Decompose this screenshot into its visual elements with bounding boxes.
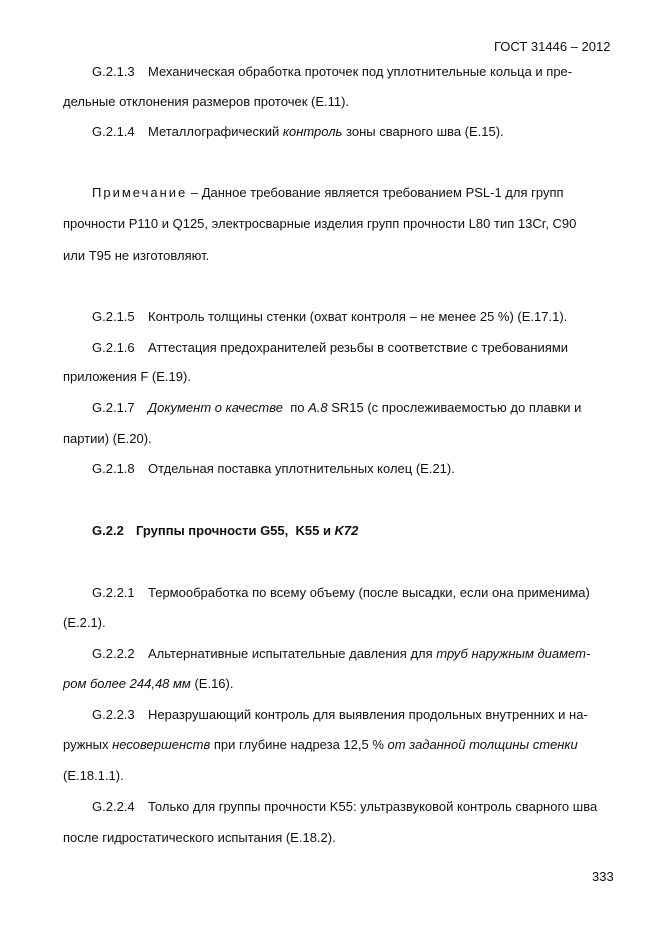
clause-g2-2-4-line2: после гидростатического испытания (Е.18.2). [63, 830, 336, 845]
section-heading-g2-2: G.2.2 Группы прочности G55, K55 и K72 [92, 523, 359, 538]
note-label: Примечание [92, 185, 188, 200]
clause-number: G.2.1.8 [92, 461, 135, 476]
page-number: 333 [592, 869, 614, 884]
clause-number: G.2.1.3 [92, 64, 135, 79]
clause-number: G.2.1.6 [92, 340, 135, 355]
clause-number: G.2.1.7 [92, 400, 135, 415]
clause-number: G.2.1.5 [92, 309, 135, 324]
clause-number: G.2.2.3 [92, 707, 135, 722]
clause-g2-1-7-line2: партии) (Е.20). [63, 431, 152, 446]
note-line1: Примечание – Данное требование является требованием PSL-1 для групп [92, 185, 564, 200]
note-line2: прочности Р110 и Q125, электросварные изделия групп прочности L80 тип 13Cr, С90 [63, 216, 577, 231]
clause-g2-1-3-line1: G.2.1.3 Механическая обработка проточек под уплотнительные кольца и пре- [92, 64, 573, 79]
clause-number: G.2.2.4 [92, 799, 135, 814]
clause-g2-1-6-line2: приложения F (Е.19). [63, 369, 191, 384]
section-number: G.2.2 [92, 523, 124, 538]
clause-g2-2-3-line2: ружных несовершенств при глубине надреза 12,5 % от заданной толщины стенки [63, 737, 578, 752]
clause-g2-2-1-line2: (Е.2.1). [63, 615, 106, 630]
note-line3: или Т95 не изготовляют. [63, 248, 210, 263]
clause-g2-1-3-line2: дельные отклонения размеров проточек (Е.11). [63, 94, 350, 109]
clause-g2-1-8: G.2.1.8 Отдельная поставка уплотнительных колец (Е.21). [92, 461, 455, 476]
clause-g2-2-1-line1: G.2.2.1 Термообработка по всему объему (после высадки, если она применима) [92, 585, 590, 600]
clause-g2-2-3-line1: G.2.2.3 Неразрушающий контроль для выявления продольных внутренних и на- [92, 707, 588, 722]
clause-number: G.2.1.4 [92, 124, 135, 139]
clause-number: G.2.2.1 [92, 585, 135, 600]
clause-g2-2-3-line3: (Е.18.1.1). [63, 768, 124, 783]
clause-g2-2-2-line2: ром более 244,48 мм (Е.16). [63, 676, 234, 691]
clause-g2-1-5: G.2.1.5 Контроль толщины стенки (охват контроля – не менее 25 %) (Е.17.1). [92, 309, 568, 324]
clause-g2-2-2-line1: G.2.2.2 Альтернативные испытательные давления для труб наружным диамет- [92, 646, 591, 661]
clause-number: G.2.2.2 [92, 646, 135, 661]
clause-g2-1-6-line1: G.2.1.6 Аттестация предохранителей резьбы в соответствие с требованиями [92, 340, 569, 355]
clause-g2-2-4-line1: G.2.2.4 Только для группы прочности K55: ультразвуковой контроль сварного шва [92, 799, 598, 814]
doc-code-header: ГОСТ 31446 – 2012 [494, 39, 611, 54]
clause-g2-1-7-line1: G.2.1.7 Документ о качестве по А.8 SR15 (с прослеживаемостью до плавки и [92, 400, 582, 415]
clause-g2-1-4: G.2.1.4 Металлографический контроль зоны сварного шва (Е.15). [92, 124, 504, 139]
